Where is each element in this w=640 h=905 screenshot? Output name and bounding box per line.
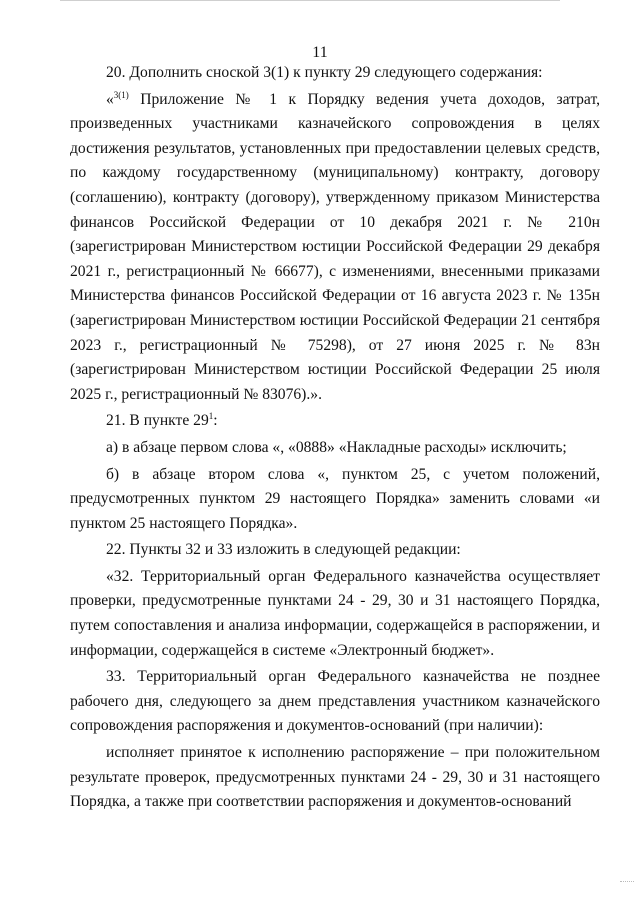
scan-edge-mark (620, 881, 634, 890)
opening-quote: « (106, 90, 114, 108)
superscript-marker: 1 (208, 411, 214, 422)
paragraph-text: а) в абзаце первом слова «, «0888» «Накладные расходы» исключить; (106, 438, 567, 456)
paragraph-text: исполняет принятое к исполнению распоряжение – при положительном результате проверок, предусмотренных пунктами 24 - 29, 30 и 31 настоящего Порядка, а также при соответствии распоряжения и документов-оснований (70, 744, 600, 811)
footnote-marker: 3(1) (113, 89, 129, 100)
item-21a-paragraph (70, 436, 600, 461)
item-20-paragraph (70, 61, 600, 86)
paragraph-text: Приложение № 1 к Порядку ведения учета доходов, затрат, произведенных участниками казначейского сопровождения в целях достижения результатов, установленных при предоставлении целевых средств, по каждому государственному (муниципальному) контракту, договору (соглашению), контракту (договору), утвержденному приказом Министерства финансов Российской Федерации от 10 декабря 2021 г. № 210н (зарегистрирован Министерством юстиции Российской Федерации 29 декабря 2021 г., регистрационный № 66677), с изменениями, внесенными приказами Министерства финансов Российской Федерации от 16 августа 2023 г. № 135н (зарегистрирован Министерством юстиции Российской Федерации 21 сентября 2023 г., регистрационный № 75298), от 27 июня 2025 г. № 83н (зарегистрирован Министерством юстиции Российской Федерации 25 июля 2025 г., регистрационный № 83076).». (70, 90, 600, 403)
paragraph-text: б) в абзаце втором слова «, пунктом 25, с учетом положений, предусмотренных пунктом 29 настоящего Порядка» заменить словами «и пунктом 25 настоящего Порядка». (70, 465, 600, 532)
item-21b-paragraph (70, 463, 600, 537)
paragraph-text: 20. Дополнить сноской 3(1) к пункту 29 следующего содержания: (106, 64, 543, 81)
top-rule (60, 0, 560, 1)
execution-paragraph (70, 741, 600, 815)
point-33-paragraph (70, 665, 600, 739)
paragraph-text: 22. Пункты 32 и 33 изложить в следующей редакции: (106, 541, 461, 559)
paragraph-suffix: : (213, 412, 218, 430)
point-32-paragraph (70, 565, 600, 663)
paragraph-text: 21. В пункте 29 (106, 412, 209, 430)
item-21-paragraph (70, 409, 600, 434)
item-22-paragraph (70, 538, 600, 563)
footnote-3-1-text (70, 88, 600, 408)
paragraph-text: 33. Территориальный орган Федерального казначейства не позднее рабочего дня, следующего за днем представления участником казначейского сопровождения распоряжения и документов-оснований (при наличии): (70, 668, 600, 735)
page-number: 11 (312, 44, 328, 61)
document-body (70, 61, 600, 817)
paragraph-text: «32. Территориальный орган Федерального казначейства осуществляет проверки, предусмотренные пунктами 24 - 29, 30 и 31 настоящего Порядка, путем сопоставления и анализа информации, содержащейся в распоряжении, и информации, содержащейся в системе «Электронный бюджет». (70, 567, 600, 659)
